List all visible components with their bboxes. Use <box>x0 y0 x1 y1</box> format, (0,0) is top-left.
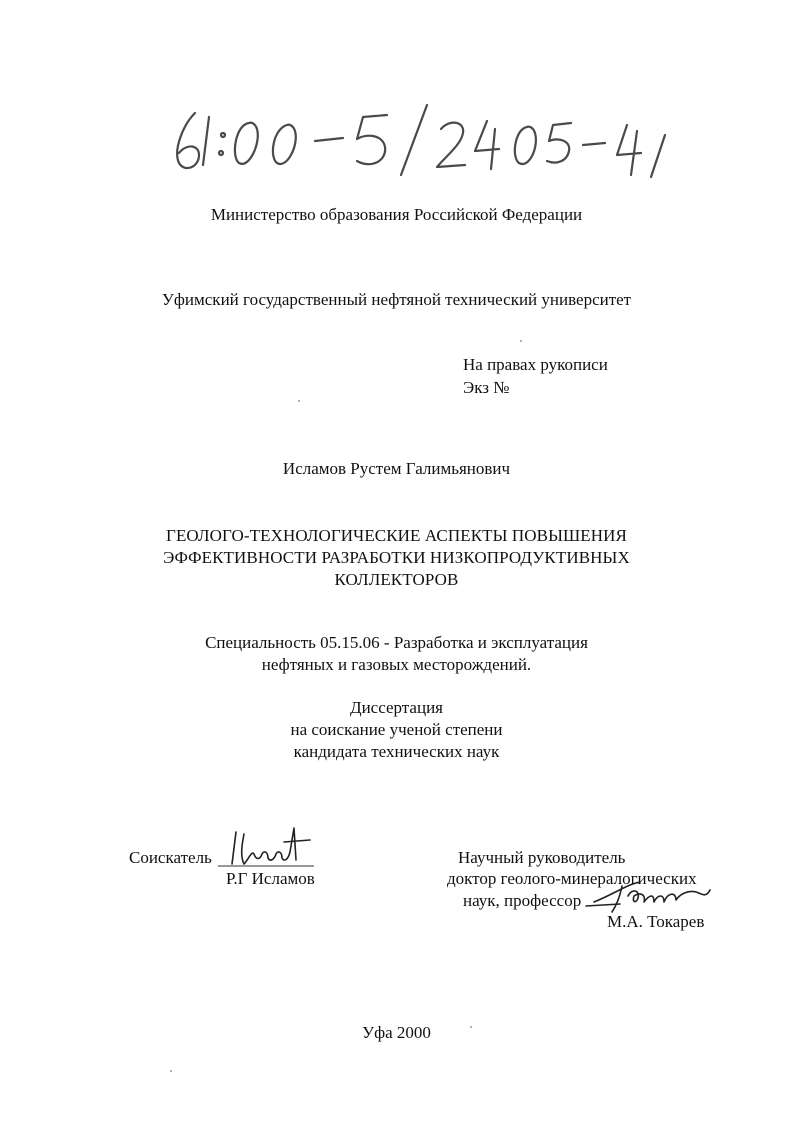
title-line-1: ГЕОЛОГО-ТЕХНОЛОГИЧЕСКИЕ АСПЕКТЫ ПОВЫШЕНИЯ <box>166 526 627 545</box>
specialty-line-1: Специальность 05.15.06 - Разработка и эксплуатация <box>205 633 588 652</box>
supervisor-degree-1: доктор геолого-минералогических <box>447 869 697 888</box>
supervisor-degree-2: наук, профессор <box>463 891 582 910</box>
title-line-3: КОЛЛЕКТОРОВ <box>334 570 459 589</box>
dissertation-line-1: Диссертация <box>349 698 443 717</box>
archive-code-text <box>0 0 1 1</box>
supervisor-signature <box>584 872 714 916</box>
dissertation-line-2: на соискание ученой степени <box>290 720 503 739</box>
place-year: Уфа 2000 <box>362 1023 431 1042</box>
supervisor-name: М.А. Токарев <box>607 912 705 931</box>
dissertation-line-3: кандидата технических наук <box>293 742 500 761</box>
ministry-name: Министерство образования Российской Федерации <box>210 205 583 224</box>
rights-line-1: На правах рукописи <box>463 355 608 374</box>
scan-speck <box>520 340 522 342</box>
rights-line-2: Экз № <box>463 378 510 397</box>
specialty-line-2: нефтяных и газовых месторождений. <box>261 655 532 674</box>
handwritten-archive-code <box>165 95 685 190</box>
applicant-name: Р.Г Исламов <box>226 869 315 888</box>
university-name: Уфимский государственный нефтяной технический университет <box>161 290 632 309</box>
author-name: Исламов Рустем Галимьянович <box>282 459 511 478</box>
scan-speck <box>170 1070 172 1072</box>
supervisor-label: Научный руководитель <box>458 848 626 867</box>
applicant-label: Соискатель <box>129 848 212 867</box>
applicant-signature <box>214 820 318 870</box>
scan-speck <box>298 400 300 402</box>
scan-speck <box>470 1026 472 1028</box>
title-line-2: ЭФФЕКТИВНОСТИ РАЗРАБОТКИ НИЗКОПРОДУКТИВНЫХ <box>163 548 630 567</box>
